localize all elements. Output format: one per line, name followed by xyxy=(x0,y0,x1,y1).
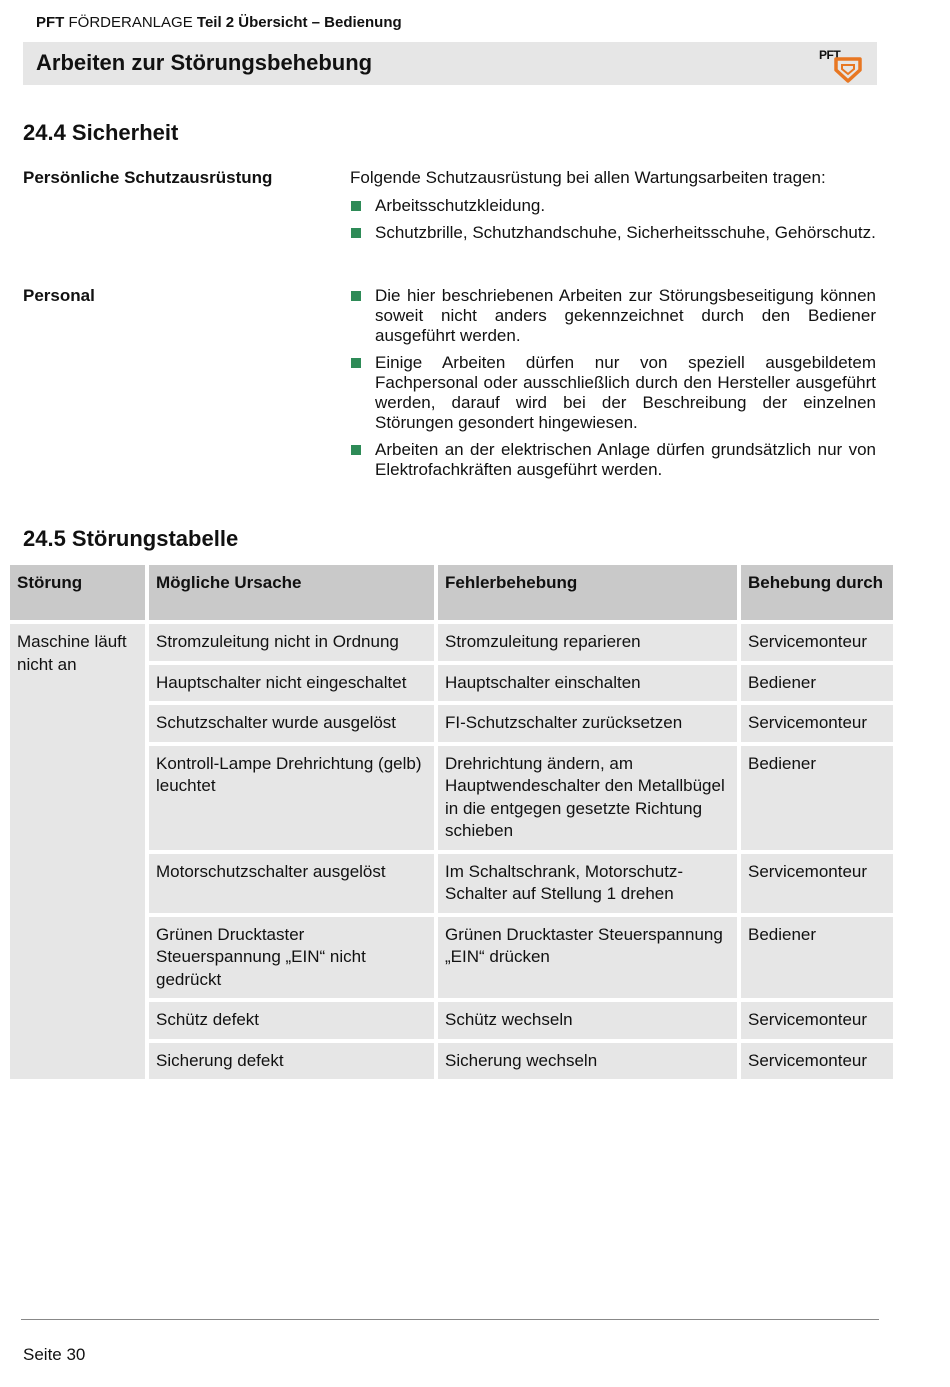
fix-cell: Stromzuleitung reparieren xyxy=(438,624,741,665)
column-header-fault: Störung xyxy=(10,565,149,624)
list-item: Schutzbrille, Schutzhandschuhe, Sicherheitsschuhe, Gehörschutz. xyxy=(350,223,876,243)
by-cell: Bediener xyxy=(741,917,893,1003)
cause-cell: Grünen Drucktaster Steuerspannung „EIN“ nicht gedrückt xyxy=(149,917,438,1003)
list-item: Einige Arbeiten dürfen nur von speziell ausgebildetem Fachpersonal oder ausschließlich durch den Hersteller ausgeführt werden, darauf wird bei der Beschreibung der einzelnen Störungen gesondert hingewiesen. xyxy=(350,353,876,433)
cause-cell: Hauptschalter nicht eingeschaltet xyxy=(149,665,438,706)
pft-logo xyxy=(819,46,867,84)
header-section: Teil 2 Übersicht – Bedienung xyxy=(196,14,402,31)
logo-shield-icon xyxy=(833,56,863,84)
header-brand: PFT xyxy=(36,14,65,31)
fix-cell: Sicherung wechseln xyxy=(438,1043,741,1084)
by-cell: Servicemonteur xyxy=(741,1002,893,1043)
list-item: Arbeiten an der elektrischen Anlage dürfen grundsätzlich nur von Elektrofachkräften ausgeführt werden. xyxy=(350,440,876,480)
list-item: Die hier beschriebenen Arbeiten zur Störungsbeseitigung können soweit nicht anders gekennzeichnet durch den Bediener ausgeführt werden. xyxy=(350,286,876,346)
ppe-list xyxy=(350,196,876,250)
fix-cell: Grünen Drucktaster Steuerspannung „EIN“ drücken xyxy=(438,917,741,1003)
footer-divider xyxy=(21,1319,879,1320)
fix-cell: Im Schaltschrank, Motorschutz-Schalter auf Stellung 1 drehen xyxy=(438,854,741,917)
fix-cell: Schütz wechseln xyxy=(438,1002,741,1043)
column-header-by: Behebung durch xyxy=(741,565,893,624)
by-cell: Servicemonteur xyxy=(741,1043,893,1084)
staff-list xyxy=(350,286,876,487)
bullet-square-icon xyxy=(351,228,361,238)
ppe-label: Persönliche Schutzausrüstung xyxy=(23,168,273,187)
staff-label: Personal xyxy=(23,286,95,305)
cause-cell: Schütz defekt xyxy=(149,1002,438,1043)
table-heading: 24.5 Störungstabelle xyxy=(23,526,239,551)
by-cell: Servicemonteur xyxy=(741,854,893,917)
fix-cell: FI-Schutzschalter zurücksetzen xyxy=(438,705,741,746)
logo-text: PFT xyxy=(819,48,841,62)
cause-cell: Schutzschalter wurde ausgelöst xyxy=(149,705,438,746)
by-cell: Servicemonteur xyxy=(741,705,893,746)
cause-cell: Sicherung defekt xyxy=(149,1043,438,1084)
fault-table xyxy=(10,565,893,1083)
table-header-row xyxy=(10,565,893,624)
cause-cell: Motorschutzschalter ausgelöst xyxy=(149,854,438,917)
fix-cell: Drehrichtung ändern, am Hauptwendeschalter den Metallbügel in die entgegen gesetzte Richtung schieben xyxy=(438,746,741,854)
banner-title: Arbeiten zur Störungsbehebung xyxy=(36,50,373,75)
list-item: Arbeitsschutzkleidung. xyxy=(350,196,876,216)
by-cell: Bediener xyxy=(741,665,893,706)
column-header-cause: Mögliche Ursache xyxy=(149,565,438,624)
fix-cell: Hauptschalter einschalten xyxy=(438,665,741,706)
ppe-intro: Folgende Schutzausrüstung bei allen Wartungsarbeiten tragen: xyxy=(350,168,826,187)
fault-cell: Maschine läuft nicht an xyxy=(10,624,149,1083)
safety-heading: 24.4 Sicherheit xyxy=(23,120,179,145)
running-header xyxy=(36,14,402,31)
header-product: FÖRDERANLAGE xyxy=(68,14,193,31)
bullet-square-icon xyxy=(351,445,361,455)
by-cell: Bediener xyxy=(741,746,893,854)
page-number: Seite 30 xyxy=(23,1345,86,1364)
bullet-square-icon xyxy=(351,291,361,301)
cause-cell: Stromzuleitung nicht in Ordnung xyxy=(149,624,438,665)
bullet-square-icon xyxy=(351,201,361,211)
bullet-square-icon xyxy=(351,358,361,368)
title-banner xyxy=(23,42,877,85)
by-cell: Servicemonteur xyxy=(741,624,893,665)
table-row xyxy=(10,624,893,665)
column-header-fix: Fehlerbehebung xyxy=(438,565,741,624)
cause-cell: Kontroll-Lampe Drehrichtung (gelb) leuchtet xyxy=(149,746,438,854)
